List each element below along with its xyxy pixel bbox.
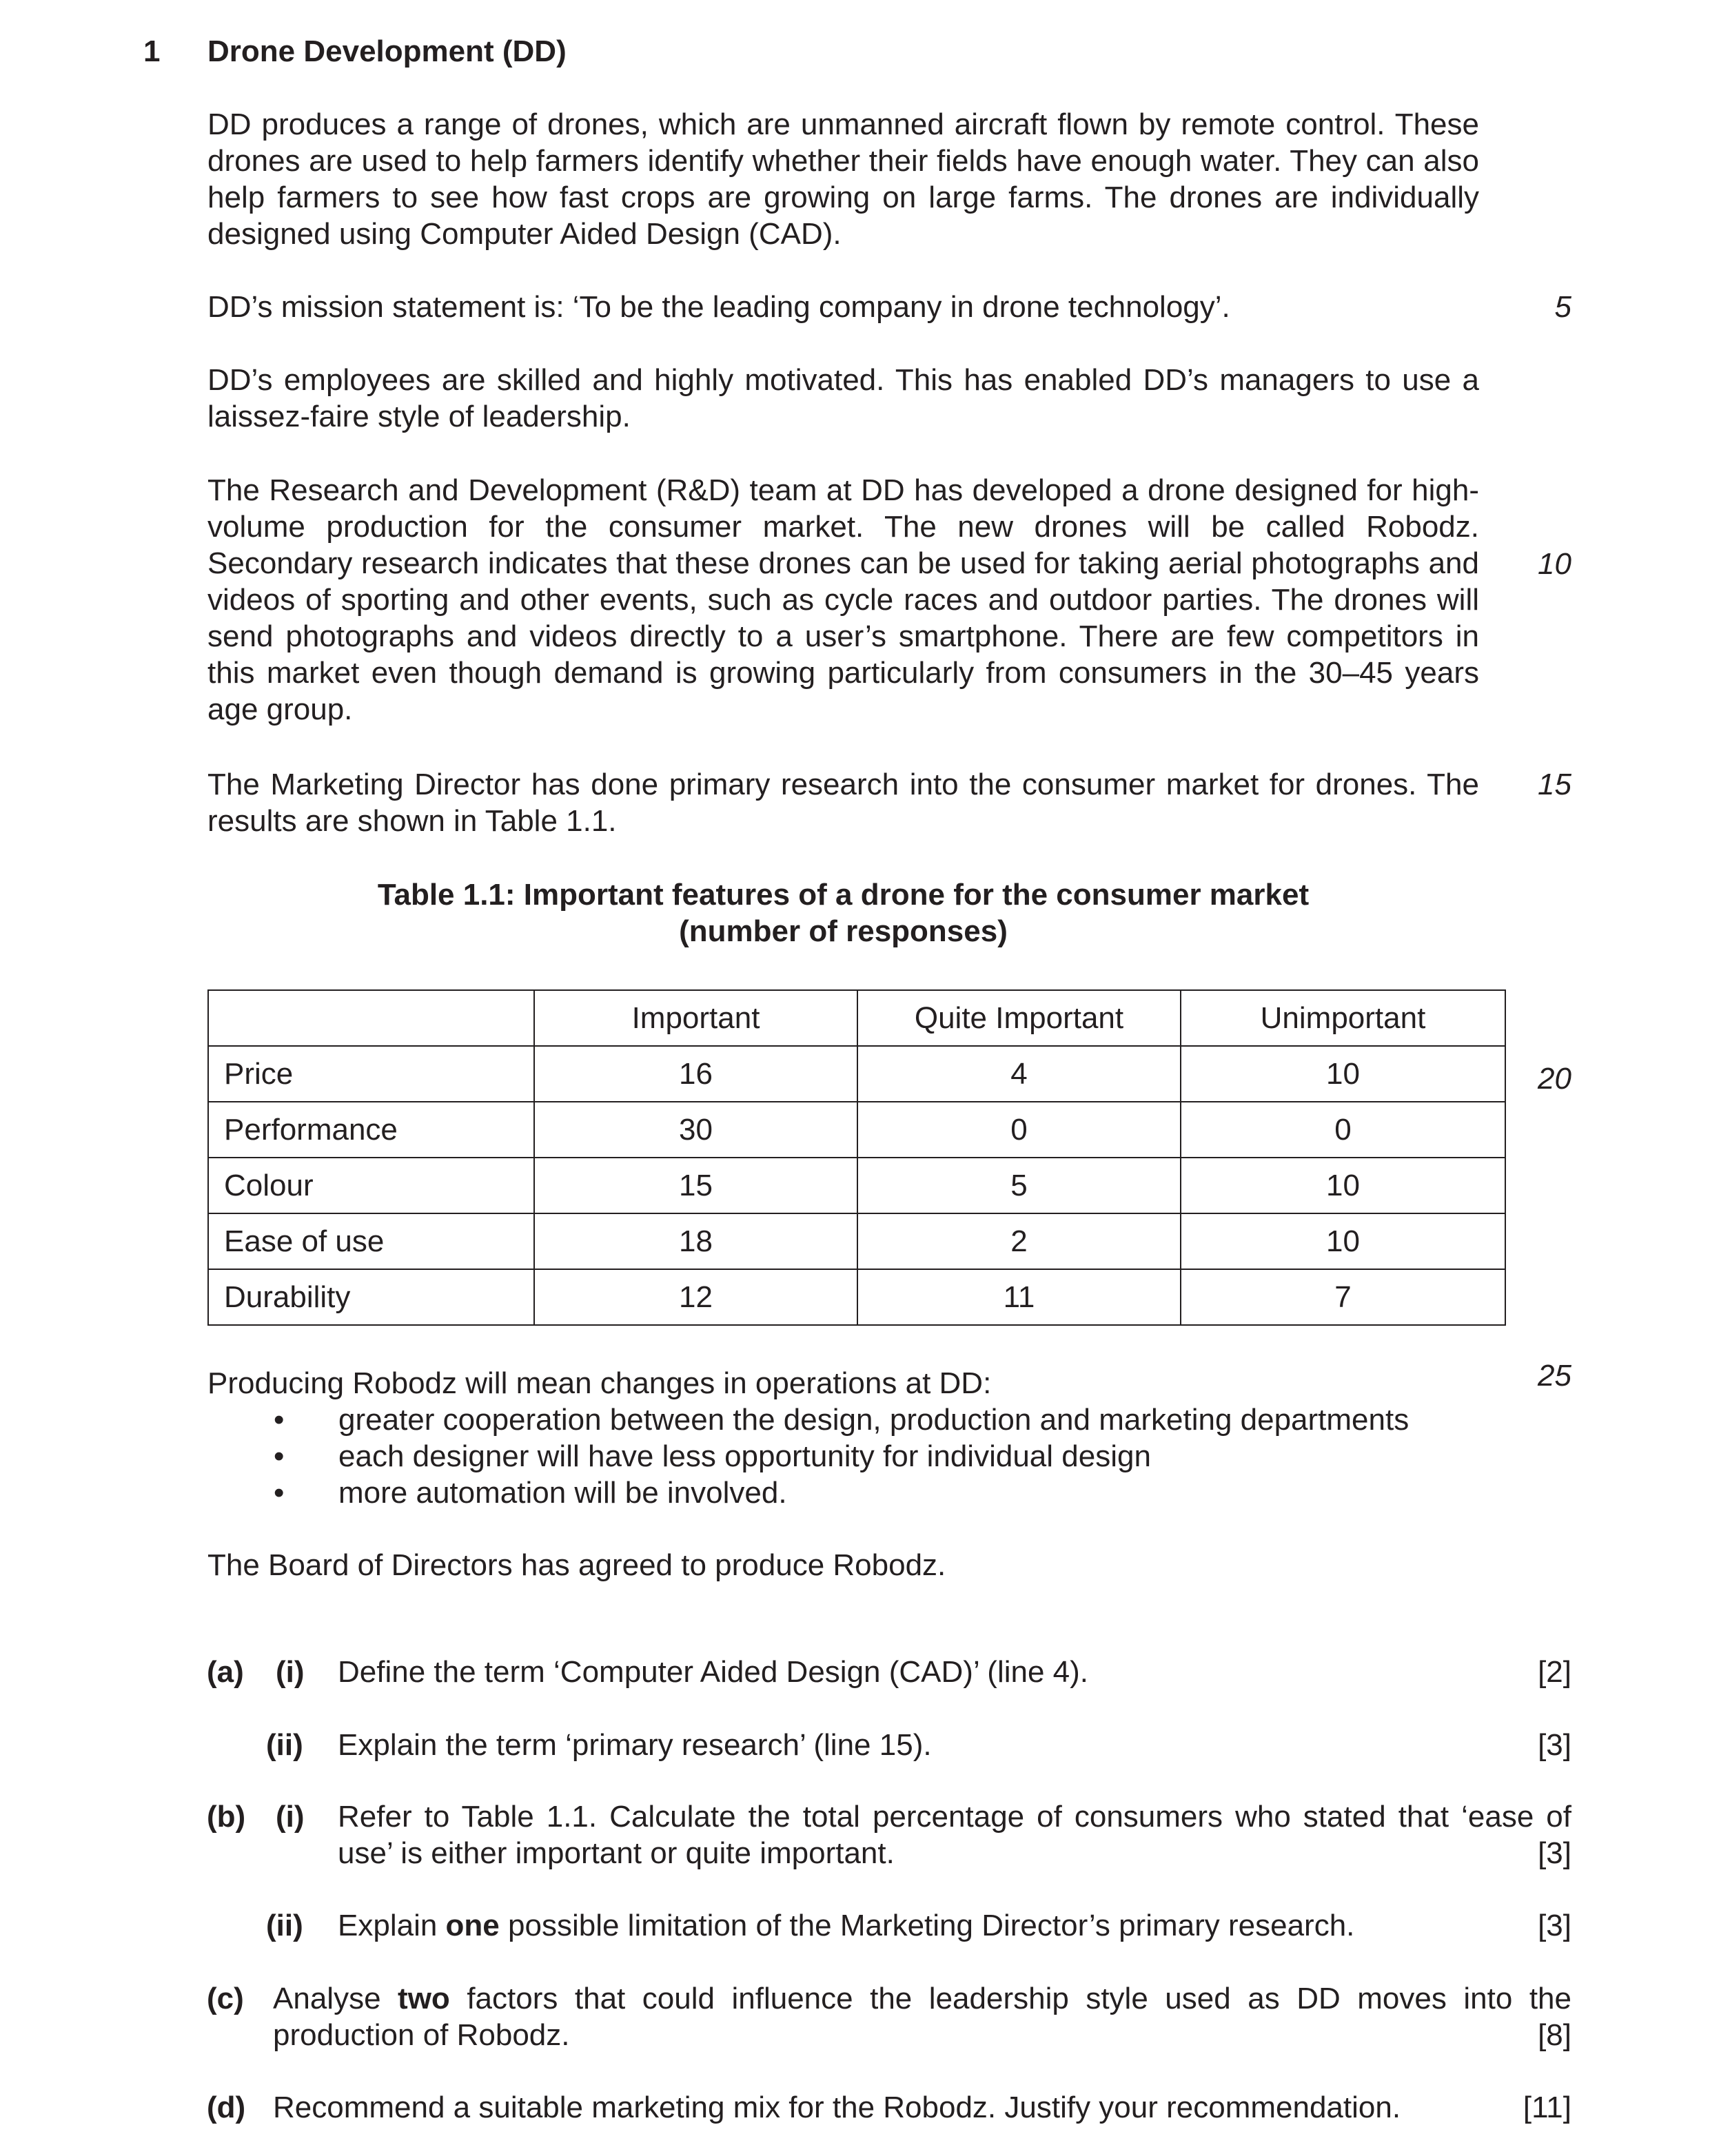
table-row-label: Price [208,1046,534,1102]
table-row-label: Ease of use [208,1213,534,1269]
subquestion-c-text-post: factors that could influence the leadership style used as DD moves into the production of Robodz. [273,1982,1571,2052]
table-row [208,1046,1505,1102]
subquestion-b-ii-text-pre: Explain [338,1909,446,1942]
table-cell: 30 [534,1102,857,1158]
list-item: • more automation will be involved. [207,1475,1409,1511]
table-row [208,1269,1505,1325]
subquestion-c-marks: [8] [1538,2018,1571,2052]
features-table [207,989,1506,1326]
operations-list [207,1402,1409,1511]
subquestion-b-i-label: (i) [276,1800,305,1834]
table-cell: 15 [534,1158,857,1213]
table-cell: 0 [1181,1102,1505,1158]
subquestion-b-ii-marks: [3] [1538,1909,1571,1942]
table-cell: 0 [857,1102,1181,1158]
subquestion-a-i-marks: [2] [1538,1655,1571,1689]
subquestion-c-emphasis: two [398,1982,450,2015]
table-cell: 10 [1181,1158,1505,1213]
paragraph-rnd: The Research and Development (R&D) team at DD has developed a drone designed for high-volume production for the consumer market. The new drones will be called Robodz. Secondary research indicates that these drones can be used for taking aerial photographs and videos of sporting and other events, such as cycle races and outdoor parties. The drones will send photographs and videos directly to a user’s smartphone. There are few competitors in this market even though demand is growing particularly from consumers in the 30–45 years age group. [207,473,1479,726]
line-number-10: 10 [1538,547,1571,581]
table-header-unimportant: Unimportant [1181,990,1505,1046]
table-cell: 10 [1181,1046,1505,1102]
list-item: • each designer will have less opportunity for individual design [207,1438,1409,1475]
table-cell: 10 [1181,1213,1505,1269]
line-number-25: 25 [1538,1359,1571,1393]
table-row-label: Colour [208,1158,534,1213]
line-number-20: 20 [1538,1062,1571,1096]
subquestion-b-ii-text-post: possible limitation of the Marketing Director’s primary research. [499,1909,1355,1942]
subquestion-b-ii-text [338,1907,1441,1944]
subquestion-d-text: Recommend a suitable marketing mix for the Robodz. Justify your recommendation. [273,2091,1401,2124]
subquestion-b-ii-label: (ii) [266,1909,303,1942]
table-cell: 11 [857,1269,1181,1325]
table-row [208,1158,1505,1213]
operations-intro: Producing Robodz will mean changes in operations at DD: [207,1366,992,1400]
table-row-label: Durability [208,1269,534,1325]
table-row-label: Performance [208,1102,534,1158]
case-title: Drone Development (DD) [207,34,567,68]
subquestion-a-ii-text: Explain the term ‘primary research’ (line 15). [338,1728,932,1762]
table-header-row [208,990,1505,1046]
subquestion-a-i-text: Define the term ‘Computer Aided Design (CAD)’ (line 4). [338,1655,1089,1689]
table-row [208,1102,1505,1158]
subquestion-a-i-label: (i) [276,1655,305,1689]
table-header-important: Important [534,990,857,1046]
subquestion-b-ii-emphasis: one [445,1909,500,1942]
paragraph-marketing: The Marketing Director has done primary research into the consumer market for drones. The results are shown in Table 1.1. [207,768,1479,838]
line-number-5: 5 [1554,290,1571,324]
table-header-blank [208,990,534,1046]
subquestion-a-label: (a) [207,1655,244,1689]
table-cell: 2 [857,1213,1181,1269]
paragraph-mission: DD’s mission statement is: ‘To be the leading company in drone technology’. [207,290,1230,324]
table-header-quite-important: Quite Important [857,990,1181,1046]
subquestion-c-label: (c) [207,1982,244,2015]
paragraph-employees: DD’s employees are skilled and highly motivated. This has enabled DD’s managers to use a laissez-faire style of leadership. [207,363,1479,433]
subquestion-d-marks: [11] [1523,2091,1571,2124]
line-number-15: 15 [1538,768,1571,801]
table-cell: 12 [534,1269,857,1325]
subquestion-a-ii-marks: [3] [1538,1728,1571,1762]
table-cell: 5 [857,1158,1181,1213]
paragraph-intro: DD produces a range of drones, which are unmanned aircraft flown by remote control. These drones are used to help farmers identify whether their fields have enough water. They can also help farmers to see how fast crops are growing on large farms. The drones are individually designed using Computer Aided Design (CAD). [207,107,1479,251]
subquestion-b-i-marks: [3] [1538,1836,1571,1870]
question-number: 1 [143,34,161,68]
table-row [208,1213,1505,1269]
table-caption-subtitle: (number of responses) [679,914,1008,948]
table-cell: 16 [534,1046,857,1102]
subquestion-c-text-pre: Analyse [273,1982,398,2015]
table-cell: 7 [1181,1269,1505,1325]
closing-statement: The Board of Directors has agreed to produce Robodz. [207,1548,946,1582]
subquestion-b-label: (b) [207,1800,246,1834]
subquestion-d-label: (d) [207,2091,246,2124]
subquestion-c-text [273,1980,1571,2053]
table-cell: 18 [534,1213,857,1269]
list-item: • greater cooperation between the design, production and marketing departments [207,1402,1409,1438]
table-cell: 4 [857,1046,1181,1102]
table-caption: Table 1.1: Important features of a drone for the consumer market [377,878,1310,912]
subquestion-b-i-text: Refer to Table 1.1. Calculate the total percentage of consumers who stated that ‘ease of use’ is either important or quite important. [338,1800,1571,1870]
subquestion-a-ii-label: (ii) [266,1728,303,1762]
